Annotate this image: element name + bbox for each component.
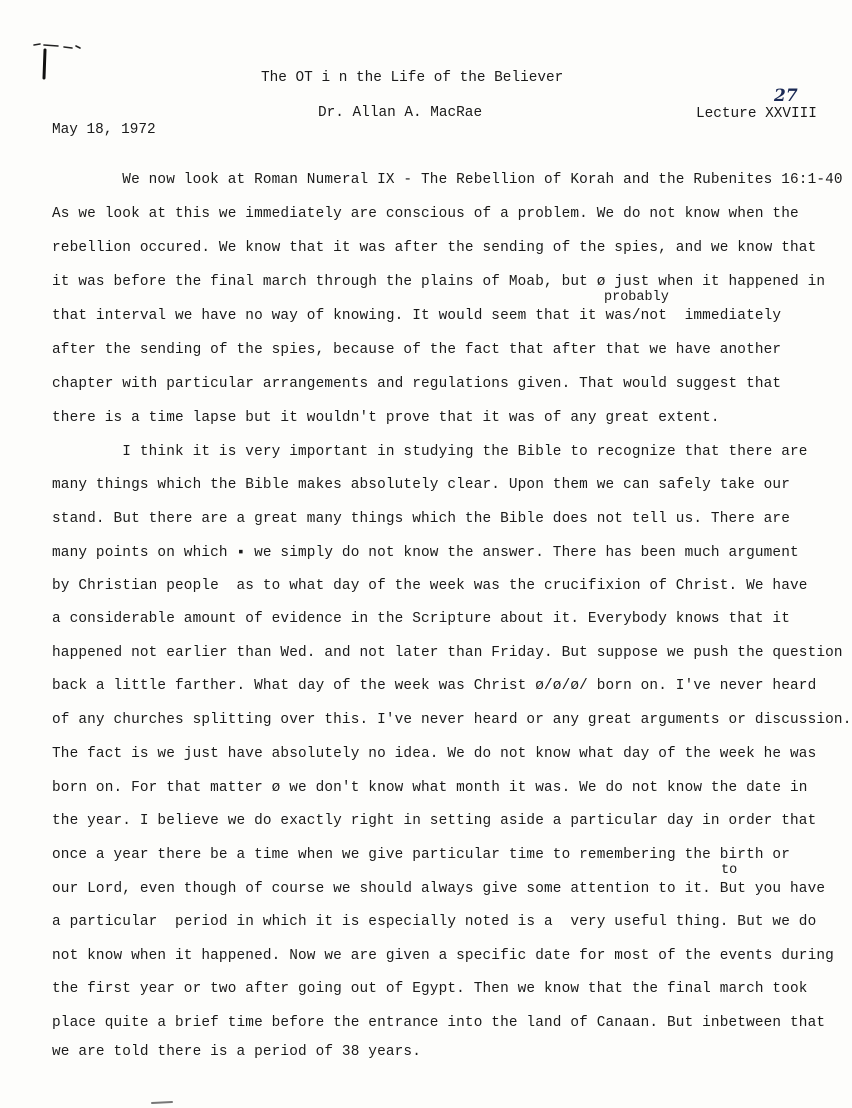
text-line: stand. But there are a great many things which the Bible does not tell us. There are <box>52 511 791 527</box>
text-line: after the sending of the spies, because of the fact that after that we have another <box>52 342 782 358</box>
text-line: The fact is we just have absolutely no idea. We do not know what day of the week he was <box>52 746 817 762</box>
interlinear-note: probably <box>604 290 669 305</box>
text-line: many points on which ▪ we simply do not know the answer. There has been much argument <box>52 545 799 561</box>
text-line: a considerable amount of evidence in the Scripture about it. Everybody knows that it <box>52 611 791 627</box>
text-line: of any churches splitting over this. I've never heard or any great arguments or discussion. <box>52 712 852 728</box>
text-line: the year. I believe we do exactly right in setting aside a particular day in order that <box>52 813 817 829</box>
text-line: our Lord, even though of course we should always give some attention to it. But you have <box>52 881 826 897</box>
text-line: We now look at Roman Numeral IX - The Rebellion of Korah and the Rubenites 16:1-40 <box>52 172 843 188</box>
document-title: The OT i n the Life of the Believer <box>261 70 564 86</box>
text-line: many things which the Bible makes absolutely clear. Upon them we can safely take our <box>52 477 791 493</box>
lecture-date: May 18, 1972 <box>52 122 156 138</box>
text-line: that interval we have no way of knowing. It would seem that it was/not immediately <box>52 308 782 324</box>
text-line: back a little farther. What day of the week was Christ ø/ø/ø/ born on. I've never heard <box>52 678 817 694</box>
corner-mark <box>28 38 88 88</box>
text-line: rebellion occured. We know that it was after the sending of the spies, and we know that <box>52 240 817 256</box>
text-line: by Christian people as to what day of the week was the crucifixion of Christ. We have <box>52 578 808 594</box>
text-line: the first year or two after going out of Egypt. Then we know that the final march took <box>52 981 808 997</box>
text-line: we are told there is a period of 38 years. <box>52 1044 422 1060</box>
lecture-number: Lecture XXVIII <box>696 106 817 122</box>
text-line: happened not earlier than Wed. and not later than Friday. But suppose we push the question <box>52 645 843 661</box>
text-line: there is a time lapse but it wouldn't prove that it was of any great extent. <box>52 410 720 426</box>
text-line: chapter with particular arrangements and regulations given. That would suggest that <box>52 376 782 392</box>
bottom-smudge <box>150 1098 180 1106</box>
text-line: place quite a brief time before the entrance into the land of Canaan. But inbetween that <box>52 1015 826 1031</box>
text-line: born on. For that matter ø we don't know what month it was. We do not know the date in <box>52 780 808 796</box>
text-line: As we look at this we immediately are conscious of a problem. We do not know when the <box>52 206 799 222</box>
interlinear-note: to <box>721 863 738 878</box>
text-line: once a year there be a time when we give particular time to remembering the birth or <box>52 847 791 863</box>
author-name: Dr. Allan A. MacRae <box>318 105 483 121</box>
text-line: it was before the final march through the plains of Moab, but ø just when it happened in <box>52 274 826 290</box>
text-line: I think it is very important in studying the Bible to recognize that there are <box>52 444 808 460</box>
handwritten-lecture-number: 27 <box>774 86 798 106</box>
text-line: a particular period in which it is especially noted is a very useful thing. But we do <box>52 914 817 930</box>
text-line: not know when it happened. Now we are given a specific date for most of the events during <box>52 948 834 964</box>
